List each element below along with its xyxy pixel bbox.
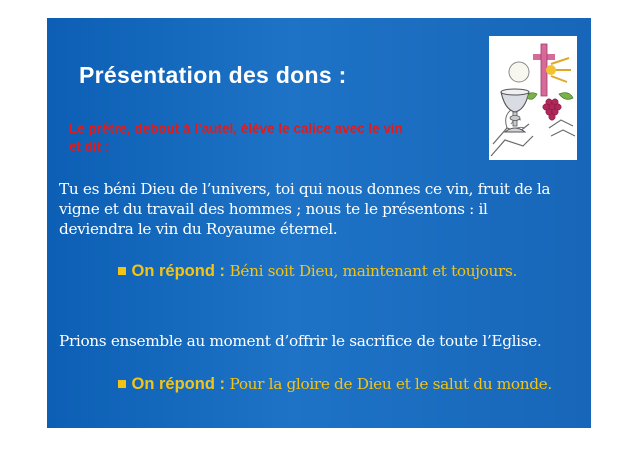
slide-title: Présentation des dons :: [79, 62, 347, 88]
response-bullet-icon: ■: [117, 375, 127, 393]
response-lead: On répond :: [131, 262, 225, 280]
rubric-instruction: Le prêtre, debout à l’autel, élève le calice avec le vin et dit :: [69, 121, 403, 154]
response-bullet-icon: ■: [117, 262, 127, 280]
chalice-icon: [489, 36, 577, 160]
response-text: Pour la gloire de Dieu et le salut du monde.: [229, 375, 552, 393]
response-1: [59, 262, 559, 282]
chalice-illustration: [489, 36, 577, 160]
prayer-text-1: Tu es béni Dieu de l’univers, toi qui nous donnes ce vin, fruit de la vigne et du travail des hommes ; nous te le présentons : il deviendra le vin du Royaume éternel.: [59, 180, 551, 238]
response-text: Béni soit Dieu, maintenant et toujours.: [229, 262, 518, 280]
response-lead: On répond :: [131, 375, 225, 393]
slide: [47, 18, 591, 428]
prayer-text-2: Prions ensemble au moment d’offrir le sacrifice de toute l’Eglise.: [59, 332, 542, 350]
response-2: [59, 375, 559, 395]
